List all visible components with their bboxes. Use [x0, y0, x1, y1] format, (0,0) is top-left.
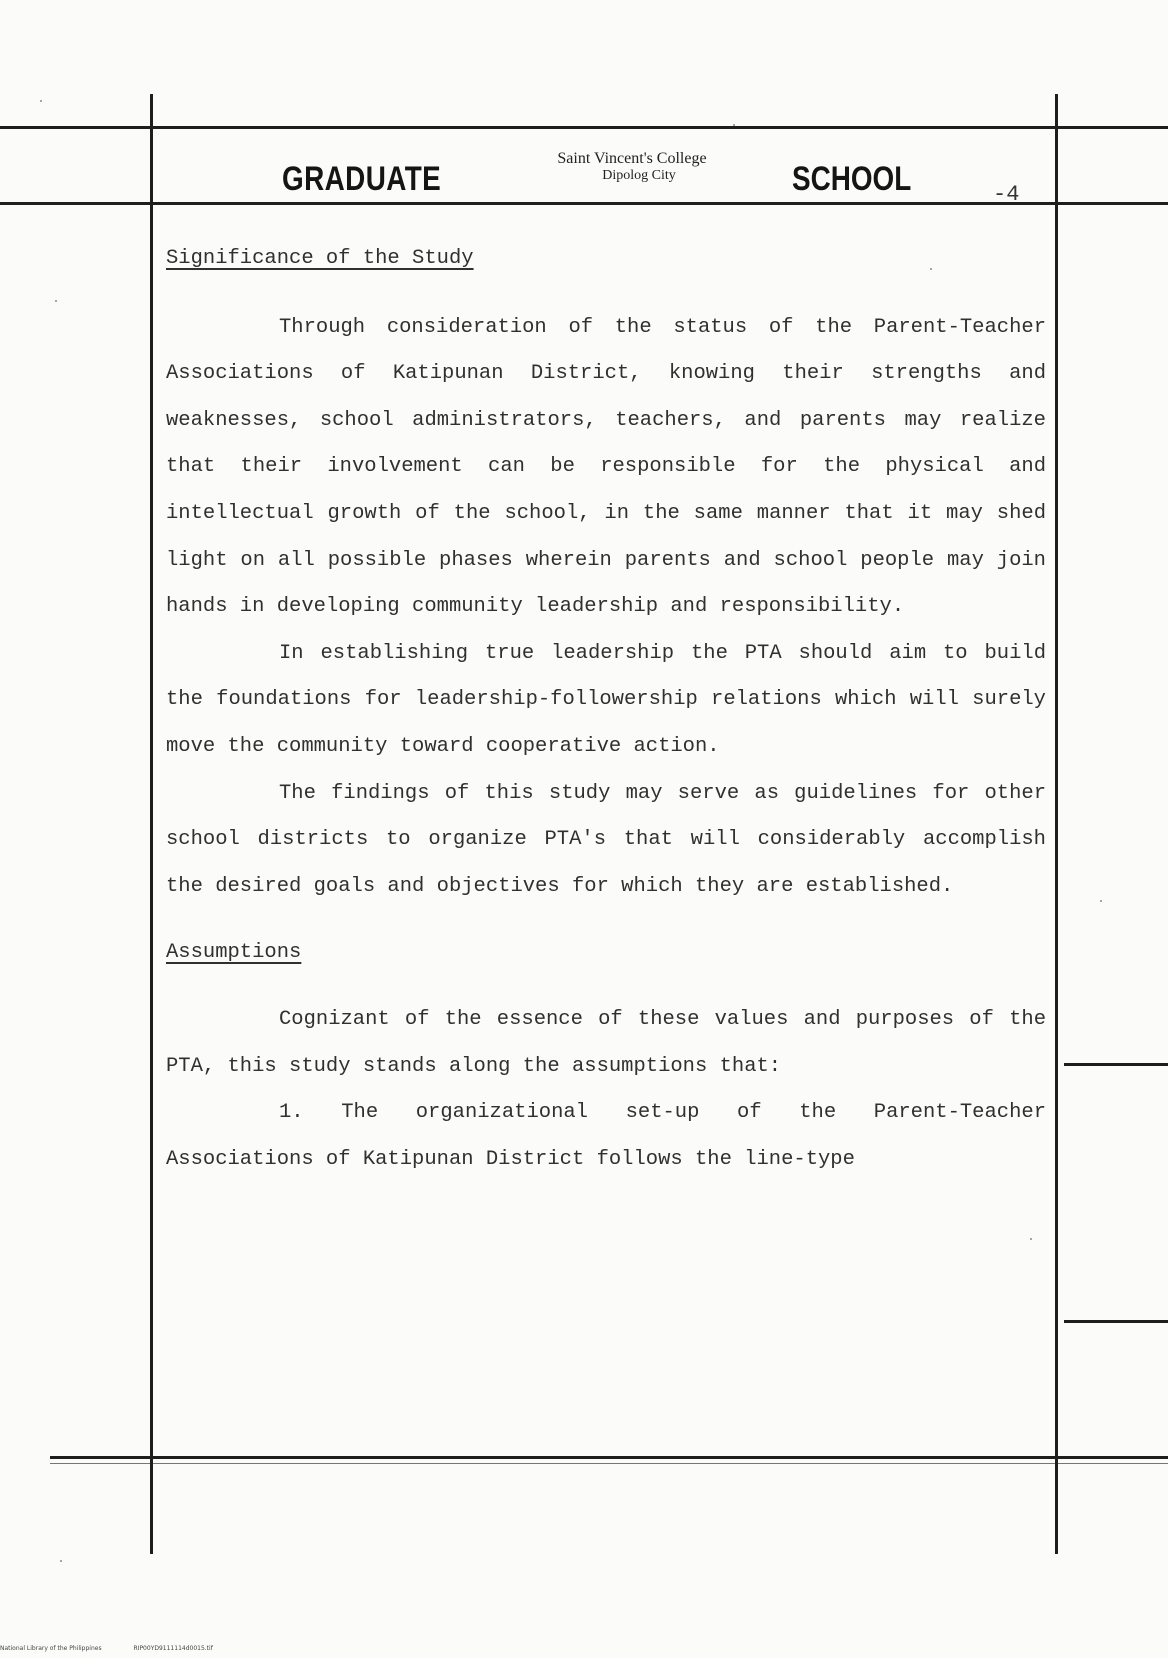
scan-speck: [1030, 1238, 1032, 1240]
section-heading-significance: Significance of the Study: [166, 247, 474, 270]
page-number: -4: [993, 182, 1020, 207]
paragraph: In establishing true leadership the PTA should aim to build the foundations for leadership-followership relations which will surely move the community toward cooperative action.: [166, 641, 1046, 758]
college-city: Dipolog City: [602, 168, 676, 183]
scan-speck: [930, 268, 932, 270]
header-graduate: GRADUATE: [282, 160, 442, 198]
left-margin-line: [150, 94, 153, 1554]
scan-speck: [40, 100, 42, 102]
scan-speck: [1100, 900, 1102, 902]
right-tab-rule-2: [1064, 1320, 1168, 1323]
footer-file-id: RIP00YD9111114d0015.tif: [133, 1645, 213, 1652]
paragraph: Through consideration of the status of the Parent-Teacher Associations of Katipunan District, knowing their strengths and weaknesses, school administrators, teachers, and parents may realize that their involvement can be responsible for the physical and intellectual growth of the school, in the same manner that it may shed light on all possible phases wherein parents and school people may join hands in developing community leadership and responsibility.: [166, 315, 1046, 619]
spacer: [166, 283, 1046, 305]
scan-footer: [0, 1645, 243, 1652]
document-body: [166, 236, 1046, 1183]
section-heading-assumptions: Assumptions: [166, 941, 302, 965]
scan-speck: [60, 1560, 62, 1562]
header-college-name: [502, 150, 762, 184]
right-margin-line: [1055, 94, 1058, 1554]
scan-speck: [733, 124, 735, 126]
top-rule: [0, 126, 1168, 129]
right-tab-rule-1: [1064, 1063, 1168, 1066]
scan-speck: [55, 300, 57, 302]
header-school: SCHOOL: [792, 160, 912, 198]
footer-library: National Library of the Philippines: [0, 1645, 102, 1652]
bottom-rule: [50, 1456, 1168, 1459]
paragraph: The findings of this study may serve as guidelines for other school districts to organize PTA's that will considerably accomplish the desired goals and objectives for which they are established.: [166, 781, 1046, 898]
spacer: [166, 977, 1046, 997]
college-name: Saint Vincent's College: [557, 150, 707, 167]
paragraph: Cognizant of the essence of these values and purposes of the PTA, this study stands along the assumptions that:: [166, 1007, 1046, 1078]
bottom-rule-thin: [50, 1463, 1168, 1464]
assumption-item: 1. The organizational set-up of the Parent-Teacher Associations of Katipunan District follows the line-type: [166, 1101, 1046, 1171]
spacer: [166, 910, 1046, 930]
